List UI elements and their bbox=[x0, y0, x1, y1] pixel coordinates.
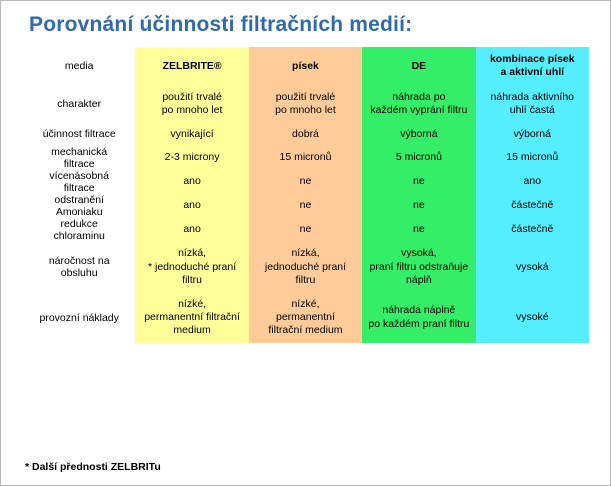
row-label: účinnost filtrace bbox=[23, 123, 135, 146]
cell-pisek bbox=[249, 293, 362, 343]
cell-text: ne bbox=[299, 199, 312, 212]
cell-text: náhrada po každém vyprání filtru bbox=[370, 90, 468, 117]
cell-text: vynikající bbox=[170, 127, 214, 140]
row-label: odstranění Amoniaku bbox=[23, 194, 135, 218]
cell-text: částečně bbox=[511, 199, 554, 212]
row-label: mechanická filtrace bbox=[23, 146, 135, 170]
cell-uhli bbox=[476, 123, 589, 146]
header-label-text: media bbox=[64, 60, 94, 73]
cell-text: ne bbox=[413, 223, 425, 236]
cell-text: ne bbox=[299, 223, 312, 236]
cell-text: vysoká, praní filtru odstraňuje náplň bbox=[369, 247, 469, 287]
cell-pisek bbox=[249, 146, 362, 170]
cell-text: ano bbox=[183, 175, 201, 188]
cell-de bbox=[362, 242, 475, 292]
table-row bbox=[23, 86, 589, 123]
cell-uhli bbox=[476, 218, 589, 242]
cell-text: nízká, * jednoduché praní filtru bbox=[148, 247, 237, 287]
cell-text: vysoké bbox=[515, 310, 549, 323]
cell-text: nízké, permanentní filtrační medium bbox=[268, 297, 343, 337]
header-col-uhli-text: kombinace písek a aktivní uhlí bbox=[489, 53, 575, 79]
header-col-de bbox=[362, 47, 475, 86]
page-title: Porovnání účinnosti filtračních medií: bbox=[29, 13, 413, 36]
cell-zelbrite bbox=[135, 293, 248, 343]
cell-uhli bbox=[476, 194, 589, 218]
comparison-table bbox=[23, 47, 589, 343]
cell-text: částečně bbox=[511, 223, 554, 236]
header-col-de-text: DE bbox=[411, 59, 427, 72]
header-label bbox=[23, 47, 135, 86]
cell-text: ano bbox=[523, 175, 542, 188]
cell-uhli bbox=[476, 293, 589, 343]
cell-text: výborná bbox=[400, 127, 438, 140]
cell-text: dobrá bbox=[292, 127, 319, 140]
cell-text: 15 micronů bbox=[506, 151, 559, 164]
cell-zelbrite bbox=[135, 218, 248, 242]
cell-text: ne bbox=[413, 175, 425, 188]
cell-zelbrite bbox=[135, 123, 248, 146]
row-label: charakter bbox=[23, 86, 135, 123]
cell-zelbrite bbox=[135, 86, 248, 123]
table-row bbox=[23, 242, 589, 292]
cell-uhli bbox=[476, 170, 589, 194]
cell-zelbrite bbox=[135, 194, 248, 218]
header-col-zelbrite bbox=[135, 47, 248, 86]
cell-pisek bbox=[249, 242, 362, 292]
table-row bbox=[23, 146, 589, 170]
table-header-row bbox=[23, 47, 589, 86]
cell-pisek bbox=[249, 170, 362, 194]
header-col-pisek-text: písek bbox=[292, 59, 319, 72]
row-label: vícenásobná filtrace bbox=[23, 170, 135, 194]
cell-text: vysoká bbox=[515, 260, 549, 273]
table-row bbox=[23, 293, 589, 343]
cell-text: 15 micronů bbox=[279, 151, 332, 164]
header-col-uhli bbox=[476, 47, 589, 86]
header-col-zelbrite-text: ZELBRITE® bbox=[162, 59, 222, 72]
cell-text: výborná bbox=[513, 127, 551, 140]
cell-text: nízké, permanentní filtrační medium bbox=[144, 297, 240, 337]
cell-pisek bbox=[249, 218, 362, 242]
cell-text: ano bbox=[183, 223, 201, 236]
table-row bbox=[23, 170, 589, 194]
table-row bbox=[23, 123, 589, 146]
cell-de bbox=[362, 170, 475, 194]
cell-text: ne bbox=[413, 199, 425, 212]
cell-uhli bbox=[476, 146, 589, 170]
cell-uhli bbox=[476, 242, 589, 292]
cell-text: použití trvalé po mnoho let bbox=[275, 90, 336, 117]
cell-de bbox=[362, 146, 475, 170]
cell-text: 2-3 microny bbox=[164, 151, 220, 164]
cell-text: ne bbox=[299, 175, 312, 188]
cell-pisek bbox=[249, 123, 362, 146]
cell-text: náhrada náplně po každém praní filtru bbox=[368, 304, 470, 330]
row-label: provozní náklady bbox=[23, 293, 135, 343]
footnote: * Další přednosti ZELBRITu bbox=[25, 461, 161, 473]
cell-de bbox=[362, 293, 475, 343]
cell-text: nízká, jednoduché praní filtru bbox=[264, 247, 347, 287]
row-label: náročnost na obsluhu bbox=[23, 242, 135, 292]
table-row bbox=[23, 218, 589, 242]
cell-zelbrite bbox=[135, 242, 248, 292]
cell-pisek bbox=[249, 86, 362, 123]
cell-zelbrite bbox=[135, 146, 248, 170]
cell-de bbox=[362, 123, 475, 146]
cell-de bbox=[362, 218, 475, 242]
cell-text: ano bbox=[183, 199, 201, 212]
header-col-pisek bbox=[249, 47, 362, 86]
cell-text: 5 micronů bbox=[395, 151, 442, 164]
cell-de bbox=[362, 86, 475, 123]
table-row bbox=[23, 194, 589, 218]
cell-uhli bbox=[476, 86, 589, 123]
row-label: redukce chloraminu bbox=[23, 218, 135, 242]
cell-pisek bbox=[249, 194, 362, 218]
cell-de bbox=[362, 194, 475, 218]
cell-text: náhrada aktivního uhlí častá bbox=[490, 90, 575, 117]
cell-text: použití trvalé po mnoho let bbox=[161, 90, 223, 117]
cell-zelbrite bbox=[135, 170, 248, 194]
